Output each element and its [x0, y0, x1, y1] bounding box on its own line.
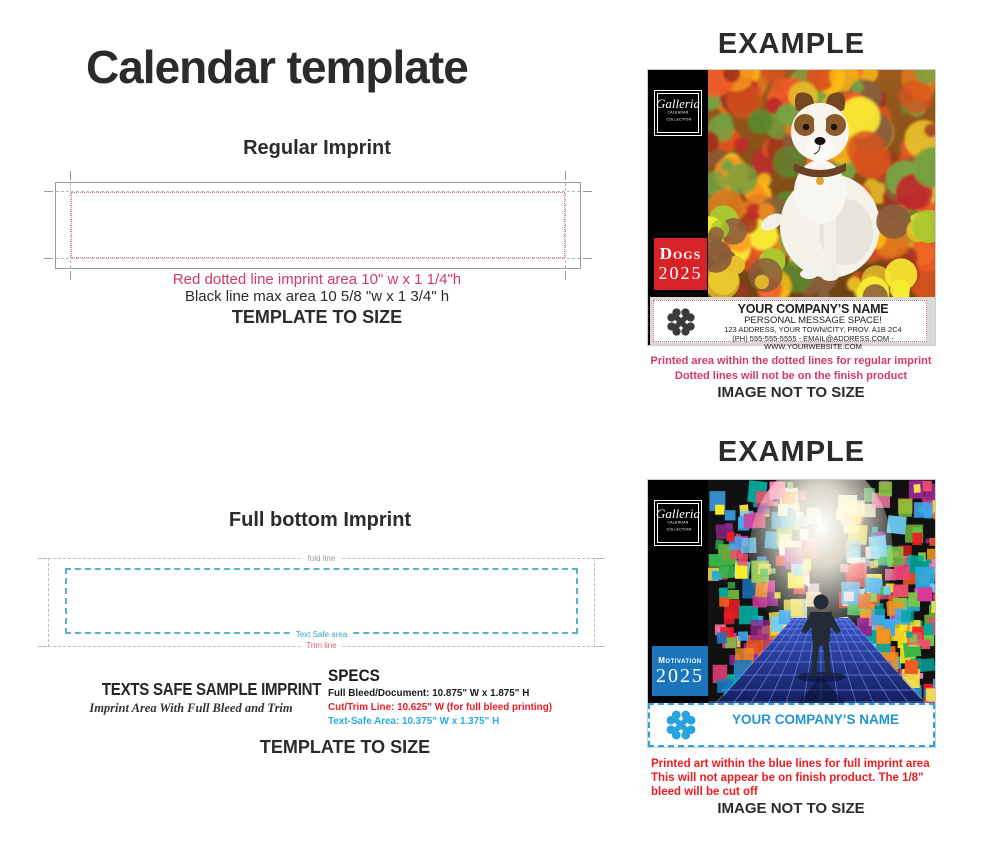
text-safe-label-row [49, 630, 594, 640]
theme-year: 2025 [658, 263, 703, 283]
bone-cross-icon-blue [662, 706, 700, 744]
caption2-line3: bleed will be cut off [651, 786, 758, 798]
imprint-text-block [702, 302, 924, 352]
text-safe-label: Text Safe area [291, 630, 353, 639]
contact-line: (PH) 555-555-5555 - EMAIL@ADDRESS.COM - WWW.YOURWEBSITE.COM [732, 333, 894, 351]
caption1-line1: Printed area within the dotted lines for regular imprint [650, 355, 932, 367]
theme-name: Motivation [658, 656, 702, 665]
trim-line-label: Trim line [301, 641, 341, 650]
image-not-to-size-1: IMAGE NOT TO SIZE [717, 384, 865, 401]
corner-tick [596, 646, 605, 647]
fold-line-label: fold line [303, 554, 341, 563]
sample-imprint-title: TEXTS SAFE SAMPLE IMPRINT [101, 679, 322, 699]
galleria-logo [654, 90, 702, 136]
red-imprint-note: Red dotted line imprint area 10" w x 1 1/4"h [172, 271, 462, 288]
crop-line-vertical-right [565, 183, 566, 268]
theme-year: 2025 [656, 665, 704, 687]
dog-photo [708, 70, 935, 298]
example-heading-2: EXAMPLE [717, 436, 866, 468]
image-not-to-size-2: IMAGE NOT TO SIZE [717, 800, 865, 817]
full-bottom-template-box [48, 554, 595, 650]
spec-text-safe: Text-Safe Area: 10.375" W x 1.375" H [328, 715, 500, 727]
sample-imprint-block [84, 679, 322, 716]
corner-tick [596, 558, 605, 559]
address-line: 123 ADDRESS, YOUR TOWN/CITY, PROV. A1B 2C4 [724, 325, 902, 334]
text-safe-area-box [65, 568, 578, 634]
corner-tick [38, 558, 47, 559]
motivation-photo [708, 480, 935, 703]
crop-tick [583, 191, 592, 192]
specs-heading: SPECS [328, 666, 380, 685]
trim-line-label-row [49, 641, 594, 651]
caption2-line2: This will not appear be on finish product. The 1/8" [651, 772, 924, 784]
template-to-size-label-2: TEMPLATE TO SIZE [259, 737, 431, 757]
crop-tick [44, 191, 53, 192]
fold-line-label-row [49, 554, 594, 564]
brand-name: Galleria [655, 96, 701, 111]
theme-name: Dogs [659, 244, 702, 263]
crop-tick [565, 171, 566, 180]
brand-sub1: CALENDAR [667, 521, 689, 525]
regular-imprint-heading: Regular Imprint [243, 137, 391, 159]
page-title: Calendar template [86, 41, 468, 93]
motivation-calendar-example [648, 480, 935, 747]
full-imprint-bar [648, 703, 935, 747]
caption1-line2: Dotted lines will not be on the finish product [674, 370, 908, 382]
brand-sub2: COLLECTION [666, 528, 692, 532]
sample-imprint-subtitle: Imprint Area With Full Bleed and Trim [89, 701, 293, 715]
black-max-area-note: Black line max area 10 5/8 "w x 1 3/4" h [184, 288, 450, 305]
caption2-line1: Printed art within the blue lines for full imprint area [651, 758, 930, 770]
corner-tick [38, 646, 47, 647]
red-dotted-imprint-area [71, 192, 565, 258]
brand-sub1: CALENDAR [667, 111, 689, 115]
company-name: YOUR COMPANY’S NAME [737, 302, 889, 316]
full-bottom-imprint-heading: Full bottom Imprint [228, 509, 412, 531]
spec-full-bleed: Full Bleed/Document: 10.875" W x 1.875" H [328, 687, 530, 699]
crop-line-horizontal-bottom [56, 258, 580, 259]
dogs-calendar-example [648, 70, 935, 351]
crop-tick [70, 171, 71, 180]
company-name: YOUR COMPANY’S NAME [731, 712, 899, 727]
personal-message: PERSONAL MESSAGE SPACE! [744, 315, 882, 326]
galleria-logo [654, 500, 702, 546]
regular-imprint-bar [653, 300, 927, 351]
regular-imprint-template-box [55, 182, 581, 269]
bone-cross-icon [663, 304, 699, 340]
spec-cut-trim: Cut/Trim Line: 10.625" W (for full bleed printing) [328, 701, 553, 713]
crop-tick [44, 258, 53, 259]
brand-name: Galleria [655, 506, 701, 521]
brand-sub2: COLLECTION [666, 118, 692, 122]
template-to-size-label-1: TEMPLATE TO SIZE [231, 307, 403, 327]
specs-block [328, 666, 598, 728]
crop-tick [583, 258, 592, 259]
example-heading-1: EXAMPLE [717, 28, 866, 60]
motivation-year-box [652, 646, 708, 696]
dogs-year-box [654, 238, 707, 290]
